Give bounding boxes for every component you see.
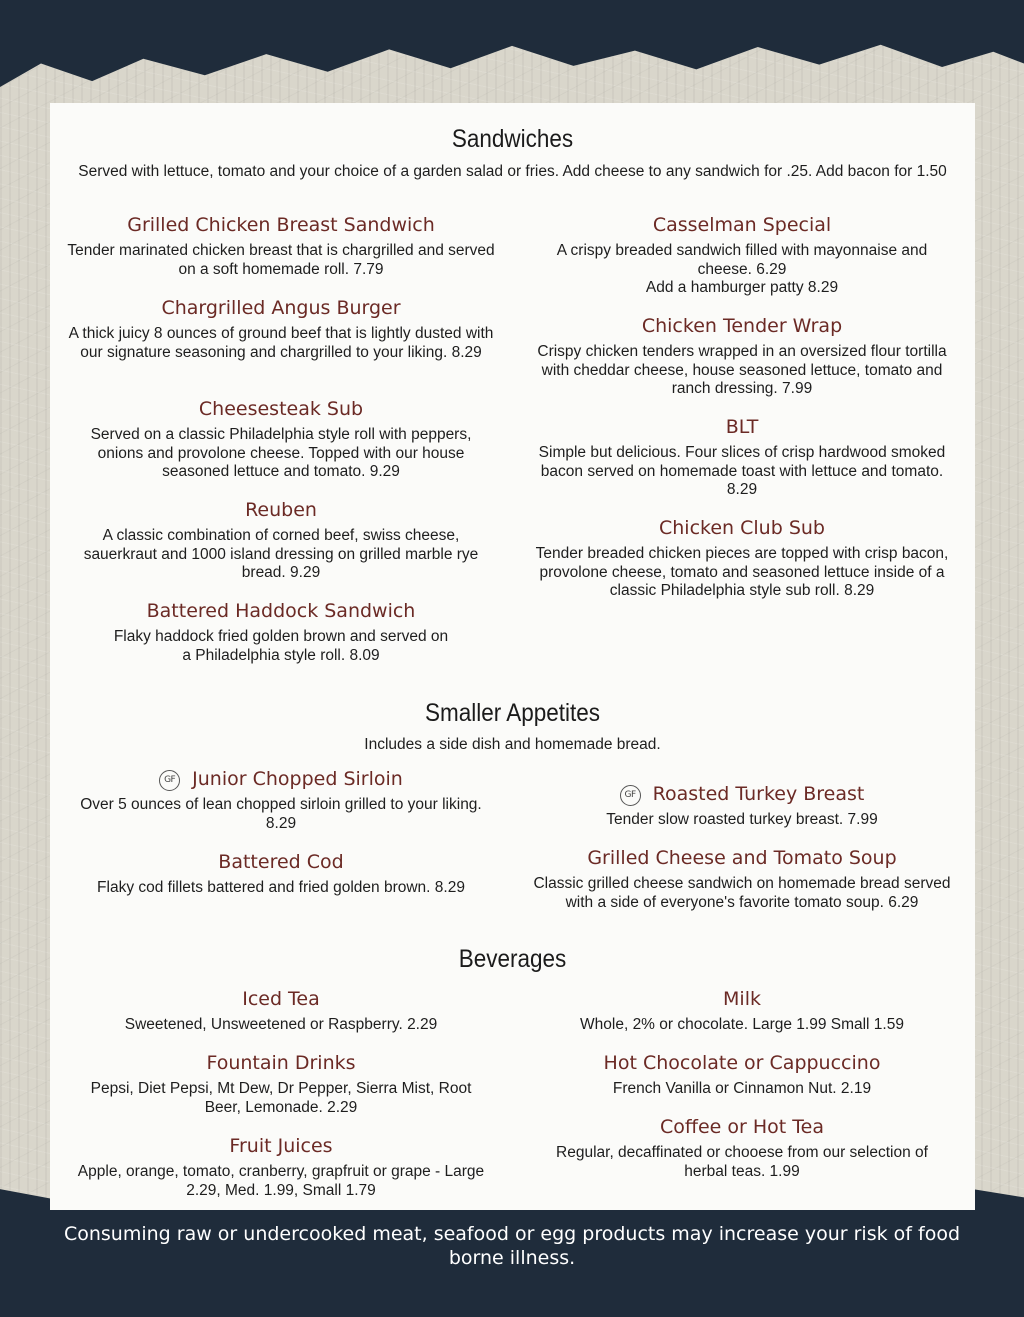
- menu-item-fruit-juices: [66, 1134, 496, 1200]
- menu-item-milk: [525, 987, 959, 1035]
- menu-item-grilled-cheese-and-tomato-soup: [525, 846, 959, 912]
- item-addon: Add a hamburger patty 8.29: [645, 279, 839, 296]
- section-title-smaller-appetites: Smaller Appetites: [424, 699, 601, 727]
- food-safety-disclaimer: Consuming raw or undercooked meat, seafood or egg products may increase your risk of food borne illness.: [63, 1223, 961, 1269]
- menu-item-iced-tea: [66, 987, 496, 1035]
- menu-item-reuben: [66, 498, 496, 583]
- item-name: Coffee or Hot Tea: [660, 1116, 824, 1138]
- section-subtitle-sandwiches: Served with lettuce, tomato and your choice of a garden salad or fries. Add cheese to any sandwich for .25. Add bacon for 1.50: [78, 163, 947, 180]
- gluten-free-icon: GF: [620, 785, 641, 806]
- item-description: Sweetened, Unsweetened or Raspberry. 2.29: [124, 1016, 438, 1033]
- item-name: Battered Haddock Sandwich: [146, 600, 416, 622]
- menu-item-cheesesteak-sub: [66, 397, 496, 482]
- section-subtitle-smaller-appetites: Includes a side dish and homemade bread.: [364, 736, 661, 753]
- item-name: Chargrilled Angus Burger: [161, 297, 401, 319]
- item-description: A thick juicy 8 ounces of ground beef that is lightly dusted with our signature seasoning and chargrilled to your liking. 8.29: [68, 325, 494, 361]
- menu-item-fountain-drinks: [66, 1051, 496, 1117]
- item-description: Crispy chicken tenders wrapped in an oversized flour tortilla with cheddar cheese, house seasoned lettuce, tomato and ranch dressing. 7.99: [537, 343, 947, 397]
- item-name: Fruit Juices: [229, 1135, 333, 1157]
- menu-item-blt: [525, 415, 959, 500]
- menu-card: [50, 103, 975, 1210]
- item-name: Casselman Special: [652, 214, 832, 236]
- menu-item-chargrilled-angus-burger: [66, 296, 496, 362]
- item-description: Tender marinated chicken breast that is chargrilled and served on a soft homemade roll. 7.79: [67, 242, 495, 278]
- item-name: Cheesesteak Sub: [198, 398, 364, 420]
- menu-item-chicken-tender-wrap: [525, 314, 959, 399]
- menu-item-grilled-chicken-breast-sandwich: [66, 213, 496, 279]
- item-name: Chicken Club Sub: [659, 517, 825, 539]
- item-description: A crispy breaded sandwich filled with mayonnaise and cheese. 6.29: [556, 242, 928, 278]
- menu-item-roasted-turkey-breast: [525, 782, 959, 830]
- item-description: Simple but delicious. Four slices of crisp hardwood smoked bacon served on homemade toast with lettuce and tomato. 8.29: [538, 444, 946, 498]
- item-description: A classic combination of corned beef, swiss cheese, sauerkraut and 1000 island dressing on grilled marble rye bread. 9.29: [83, 527, 479, 581]
- item-name: Grilled Chicken Breast Sandwich: [127, 214, 435, 236]
- item-description: Tender breaded chicken pieces are topped with crisp bacon, provolone cheese, tomato and seasoned lettuce inside of a classic Philadelphia style sub roll. 8.29: [535, 545, 949, 599]
- menu-item-coffee-or-hot-tea: [525, 1115, 959, 1181]
- item-description: Flaky haddock fried golden brown and served on a Philadelphia style roll. 8.09: [113, 628, 449, 664]
- item-name: BLT: [725, 416, 759, 438]
- menu-item-casselman-special: [525, 213, 959, 298]
- item-name: Reuben: [245, 499, 317, 521]
- item-name: Milk: [723, 988, 761, 1010]
- menu-item-battered-haddock-sandwich: [66, 599, 496, 665]
- gluten-free-icon: GF: [159, 770, 180, 791]
- item-name: Fountain Drinks: [206, 1052, 356, 1074]
- item-name: Chicken Tender Wrap: [641, 315, 843, 337]
- item-name: Hot Chocolate or Cappuccino: [603, 1052, 881, 1074]
- item-name: Iced Tea: [242, 988, 320, 1010]
- item-description: Apple, orange, tomato, cranberry, grapfruit or grape - Large 2.29, Med. 1.99, Small 1.79: [77, 1163, 485, 1199]
- item-description: Tender slow roasted turkey breast. 7.99: [606, 811, 878, 828]
- item-description: Over 5 ounces of lean chopped sirloin grilled to your liking. 8.29: [80, 796, 482, 832]
- item-description: Classic grilled cheese sandwich on homemade bread served with a side of everyone's favorite tomato soup. 6.29: [533, 875, 951, 911]
- item-name: Roasted Turkey Breast: [652, 783, 865, 805]
- item-description: Whole, 2% or chocolate. Large 1.99 Small 1.59: [580, 1016, 904, 1033]
- item-name-row: [66, 767, 496, 791]
- item-description: Served on a classic Philadelphia style roll with peppers, onions and provolone cheese. Topped with our house seasoned lettuce and tomato. 9.29: [90, 426, 472, 480]
- menu-item-junior-chopped-sirloin: [66, 767, 496, 833]
- section-title-sandwiches: Sandwiches: [451, 125, 574, 153]
- item-description: Pepsi, Diet Pepsi, Mt Dew, Dr Pepper, Sierra Mist, Root Beer, Lemonade. 2.29: [90, 1080, 472, 1116]
- menu-item-chicken-club-sub: [525, 516, 959, 601]
- menu-item-hot-chocolate-or-cappuccino: [525, 1051, 959, 1099]
- item-description: Regular, decaffinated or chooese from our selection of herbal teas. 1.99: [556, 1144, 928, 1180]
- item-name-row: [525, 782, 959, 806]
- item-description: Flaky cod fillets battered and fried golden brown. 8.29: [97, 879, 465, 896]
- item-name: Battered Cod: [218, 851, 344, 873]
- item-name: Grilled Cheese and Tomato Soup: [587, 847, 897, 869]
- item-description: French Vanilla or Cinnamon Nut. 2.19: [612, 1080, 872, 1097]
- section-title-beverages: Beverages: [458, 945, 567, 973]
- item-name: Junior Chopped Sirloin: [192, 768, 403, 790]
- menu-item-battered-cod: [66, 850, 496, 898]
